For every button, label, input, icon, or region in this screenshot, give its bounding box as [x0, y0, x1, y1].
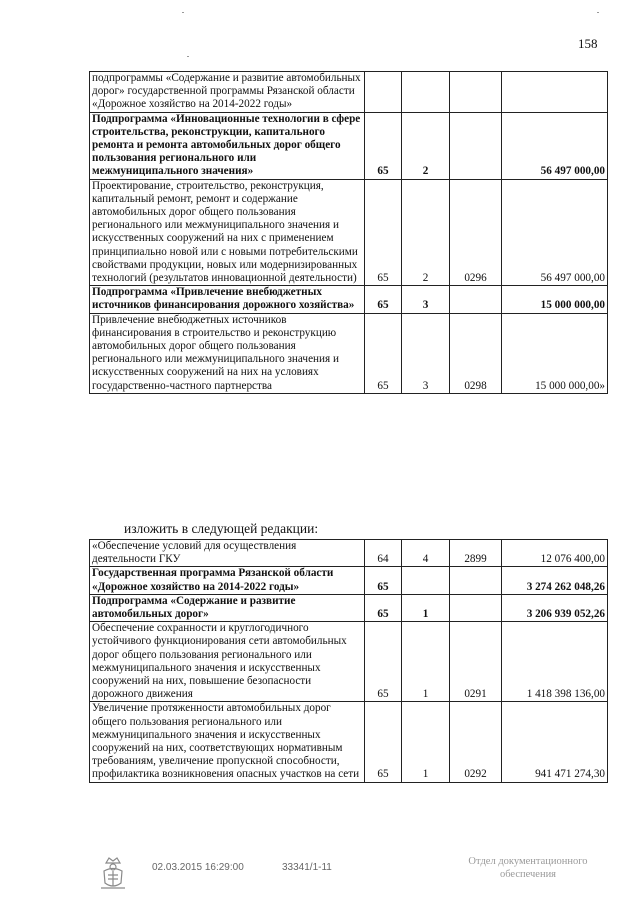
row-code-3: 2899 — [450, 540, 502, 567]
department-stamp-line: обеспечения — [499, 869, 557, 880]
table-row — [90, 72, 608, 113]
row-code-2: 2 — [402, 179, 450, 286]
row-code-3 — [450, 72, 502, 113]
row-code-3 — [450, 286, 502, 313]
row-code-1: 65 — [365, 594, 402, 621]
row-code-3: 0291 — [450, 622, 502, 702]
row-code-2: 4 — [402, 540, 450, 567]
row-amount: 941 471 274,30 — [502, 702, 608, 782]
row-amount: 1 418 398 136,00 — [502, 622, 608, 702]
row-name: «Обеспечение условий для осуществления деятельности ГКУ — [90, 540, 365, 567]
row-amount — [502, 72, 608, 113]
row-code-2 — [402, 72, 450, 113]
table-row — [90, 112, 608, 179]
table-row — [90, 622, 608, 702]
row-amount: 3 274 262 048,26 — [502, 567, 608, 594]
row-code-2: 1 — [402, 594, 450, 621]
budget-table-top — [89, 71, 608, 394]
row-code-2: 3 — [402, 313, 450, 393]
row-code-2: 3 — [402, 286, 450, 313]
row-code-2: 1 — [402, 702, 450, 782]
table-row — [90, 179, 608, 286]
table-row — [90, 567, 608, 594]
page-number: 158 — [578, 36, 598, 51]
row-name: Проектирование, строительство, реконструкция, капитальный ремонт, ремонт и содержание автомобильных дорог общего пользования регионального или межмуниципального значения и искусственных сооружений на них с применением принципиально новой или с новыми потребительскими свойствами продукции, новых или модернизированных технологий (результатов инновационной деятельности) — [90, 179, 365, 286]
row-name: подпрограммы «Содержание и развитие автомобильных дорог» государственной программы Рязанской области «Дорожное хозяйство на 2014-2022 годы» — [90, 72, 365, 113]
table-row — [90, 702, 608, 782]
department-stamp — [448, 855, 608, 881]
row-name: Обеспечение сохранности и круглогодичного устойчивого функционирования сети автомобильных дорог общего пользования регионального или межмуниципального значения и искусственных сооружений на них, повышение безопасности дорожного движения — [90, 622, 365, 702]
row-code-2: 1 — [402, 622, 450, 702]
row-code-3 — [450, 594, 502, 621]
table-row — [90, 286, 608, 313]
row-code-3 — [450, 567, 502, 594]
section-heading: изложить в следующей редакции: — [124, 521, 319, 536]
row-code-1: 65 — [365, 112, 402, 179]
row-amount: 56 497 000,00 — [502, 179, 608, 286]
row-code-3: 0298 — [450, 313, 502, 393]
row-code-1: 64 — [365, 540, 402, 567]
row-name: Государственная программа Рязанской области «Дорожное хозяйство на 2014-2022 годы» — [90, 567, 365, 594]
row-code-3: 0292 — [450, 702, 502, 782]
table-row — [90, 313, 608, 393]
department-stamp-line: Отдел документационного — [468, 856, 588, 867]
budget-table-bottom — [89, 539, 608, 783]
row-name: Подпрограмма «Содержание и развитие автомобильных дорог» — [90, 594, 365, 621]
row-name: Подпрограмма «Инновационные технологии в сфере строительства, реконструкции, капитального ремонта и ремонта автомобильных дорог общего пользования регионального или межмуниципального значения» — [90, 112, 365, 179]
row-code-1: 65 — [365, 179, 402, 286]
row-code-1: 65 — [365, 567, 402, 594]
row-name: Подпрограмма «Привлечение внебюджетных источников финансирования дорожного хозяйства» — [90, 286, 365, 313]
row-code-1: 65 — [365, 286, 402, 313]
table-row — [90, 594, 608, 621]
row-code-1: 65 — [365, 622, 402, 702]
row-code-2 — [402, 567, 450, 594]
row-code-1 — [365, 72, 402, 113]
scan-speck — [597, 12, 599, 13]
table-row — [90, 540, 608, 567]
document-id: 33341/1-11 — [282, 862, 332, 873]
row-amount: 15 000 000,00» — [502, 313, 608, 393]
row-amount: 56 497 000,00 — [502, 112, 608, 179]
row-code-1: 65 — [365, 702, 402, 782]
coat-of-arms-icon — [97, 855, 129, 891]
row-code-2: 2 — [402, 112, 450, 179]
scan-speck — [187, 56, 189, 57]
page-footer — [0, 855, 640, 895]
row-amount: 12 076 400,00 — [502, 540, 608, 567]
row-code-3: 0296 — [450, 179, 502, 286]
row-code-3 — [450, 112, 502, 179]
row-amount: 15 000 000,00 — [502, 286, 608, 313]
row-code-1: 65 — [365, 313, 402, 393]
row-amount: 3 206 939 052,26 — [502, 594, 608, 621]
print-timestamp: 02.03.2015 16:29:00 — [152, 862, 244, 873]
scan-speck — [182, 12, 184, 13]
row-name: Привлечение внебюджетных источников финансирования в строительство и реконструкцию автомобильных дорог общего пользования регионального или межмуниципального значения и искусственных сооружений на них на условиях государственно-частного партнерства — [90, 313, 365, 393]
row-name: Увеличение протяженности автомобильных дорог общего пользования регионального или межмуниципального значения и искусственных сооружений на них, соответствующих нормативным требованиям, увеличение пропускной способности, профилактика возникновения опасных участков на сети — [90, 702, 365, 782]
